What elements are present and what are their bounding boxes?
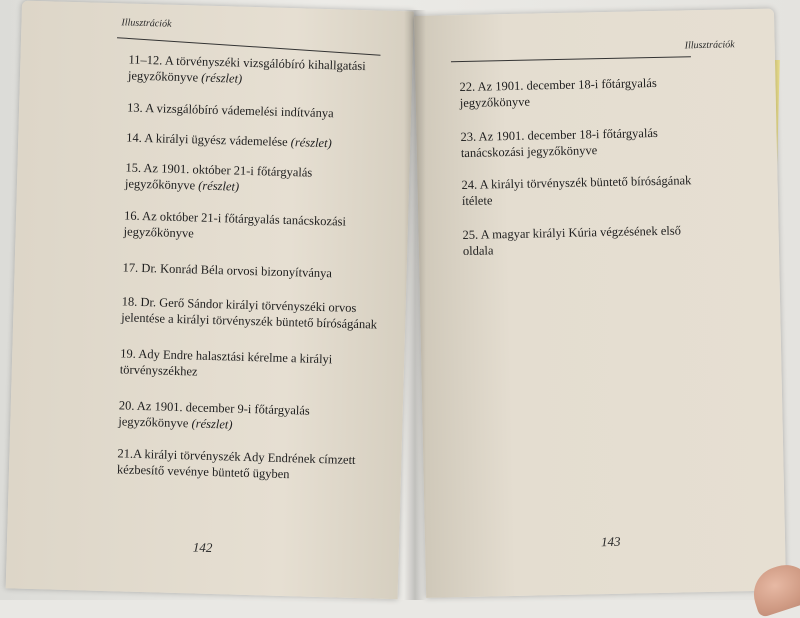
list-item	[127, 100, 387, 123]
entry-note: (részlet)	[290, 135, 332, 151]
entry-text: 13. A vizsgálóbíró vádemelési indítványa	[126, 100, 334, 121]
entry-text: 19. Ady Endre halasztási kérelme a királyi törvényszékhez	[119, 346, 333, 379]
entry-note: (részlet)	[198, 178, 240, 194]
page-number-right: 143	[600, 533, 621, 550]
entry-text: 20. Az 1901. december 9-i főtárgyalás jegyzőkönyve	[118, 398, 310, 431]
entry-text: 23. Az 1901. december 18-i főtárgyalás tanácskozási jegyzőkönyve	[460, 125, 658, 161]
entry-text: 25. A magyar királyi Kúria végzésének első oldala	[462, 223, 682, 259]
list-item	[462, 222, 713, 259]
entry-text: 21.A királyi törvényszék Ady Endrének címzett kézbesítő vevénye büntető ügyben	[116, 446, 356, 482]
entry-text: 15. Az 1901. október 21-i főtárgyalás jegyzőkönyve	[124, 160, 313, 193]
entry-text: 18. Dr. Gerő Sándor királyi törvényszéki orvos jelentése a királyi törvényszék büntető bíróságának	[121, 294, 378, 332]
running-header-right: Illusztrációk	[684, 39, 735, 52]
list-item	[128, 52, 389, 91]
running-header-left: Illusztrációk	[121, 17, 172, 30]
header-rule-right	[451, 56, 691, 62]
list-item	[461, 172, 712, 209]
book-gutter	[404, 10, 426, 600]
page-number-left: 142	[192, 539, 213, 556]
entry-text: 17. Dr. Konrád Béla orvosi bizonyítványa	[122, 260, 333, 281]
left-page	[6, 1, 414, 600]
list-item	[125, 159, 386, 198]
list-item	[459, 74, 710, 111]
entry-text: 16. Az október 21-i főtárgyalás tanácskozási jegyzőkönyve	[123, 208, 347, 241]
list-item	[126, 129, 386, 152]
entry-text: 11–12. A törvényszéki vizsgálóbíró kihallgatási jegyzőkönyve	[127, 52, 366, 85]
list-item	[117, 445, 378, 484]
list-item	[118, 397, 379, 436]
entry-text: 24. A királyi törvényszék büntető bíróságának ítélete	[461, 173, 692, 209]
entry-note: (részlet)	[201, 70, 243, 86]
entry-text: 22. Az 1901. december 18-i főtárgyalás jegyzőkönyve	[459, 75, 657, 111]
entry-note: (részlet)	[191, 416, 233, 432]
list-item	[121, 293, 382, 332]
illustration-list-left	[117, 52, 389, 485]
list-item	[123, 207, 384, 246]
right-page	[414, 8, 786, 597]
list-item	[120, 345, 381, 384]
list-item	[460, 124, 711, 161]
list-item	[122, 259, 382, 282]
illustration-list-right	[459, 74, 713, 259]
entry-text: 14. A királyi ügyész vádemelése	[126, 130, 288, 149]
